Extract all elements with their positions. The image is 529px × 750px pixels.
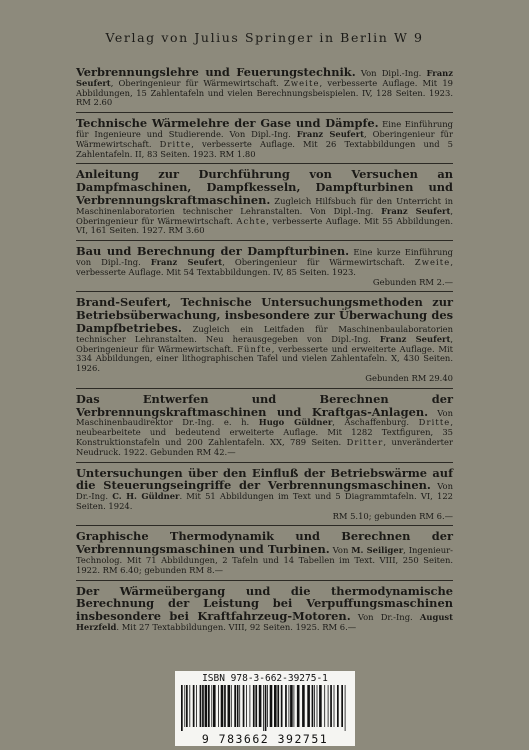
catalog-entry [76, 245, 453, 292]
catalog-entry [76, 296, 453, 388]
entry-title: Verbrennungslehre und Feuerungstechnik. [76, 65, 356, 79]
entry-author: Franz Seufert [381, 205, 451, 216]
entry-text: Von Dr.-Ing. [357, 612, 420, 623]
entry-title: Brand-Seufert, Technische Untersuchungsmethoden zur Betriebsüberwachung, insbesondere zur Überwachung des Dampfbetriebes. [76, 295, 453, 335]
entry-author: August Herzfeld [76, 612, 453, 633]
entry-text: , verbesserte Auflage. Mit 19 Abbildungen, 15 Zahlentafeln und vielen Berechnungsbeispielen. IV, 128 Seiten. 1923. RM 2.60 [76, 77, 453, 108]
entry-text: , Oberingenieur für Wärmewirtschaft. [76, 333, 453, 354]
entry-text: Zugleich Hilfsbuch für den Unterricht in Maschinenlaboratorien technischer Lehranstalten. Von Dipl.-Ing. [76, 195, 453, 216]
entry-title: Das Entwerfen und Berechnen der Verbrennungskraftmaschinen und Kraftgas-Anlagen. [76, 391, 453, 419]
entry-title: Der Wärmeübergang und die thermodynamische Berechnung der Leistung bei Verpuffungsmaschinen insbesondere bei Kraftfahrzeug-Motoren. [76, 583, 453, 624]
entry-text: , verbesserte und erweiterte Auflage. Mit 334 Abbildungen, einer lithographischen Tafel und vielen Zahlentafeln. X, 430 Seiten. 1926. [76, 343, 453, 374]
entry-author: M. Seiliger [351, 545, 404, 556]
catalog-entry [76, 66, 453, 113]
entry-price: RM 5.10; gebunden RM 6.— [332, 510, 453, 521]
catalog-list [76, 66, 453, 641]
entry-text: Eine kurze Einführung von Dipl.-Ing. [76, 247, 453, 267]
entry-text: . Mit 51 Abbildungen im Text und 5 Diagrammtafeln. VI, 122 Seiten. 1924. [76, 491, 453, 511]
catalog-entry [76, 467, 453, 527]
entry-edition: Zweite [283, 77, 320, 88]
entry-text: Von Dipl.-Ing. [360, 68, 427, 78]
entry-text: , Ingenieur-Technolog. Mit 71 Abbildungen, 2 Tafeln und 14 Tabellen im Text. VIII, 250 Seiten. 1922. RM 6.40; gebunden RM 8.— [76, 545, 453, 575]
entry-text: Von [332, 545, 352, 556]
entry-text: , Oberingenieur für Wärmewirtschaft. [222, 256, 415, 267]
entry-author: Franz Seufert [76, 68, 453, 88]
entry-text: , neubearbeitete und bedeutend erweiterte Auflage. Mit 1282 Textfiguren, 35 Konstruktionstafeln und 200 Zahlentafeln. XX, 789 Seiten. [76, 417, 454, 447]
entry-title: Technische Wärmelehre der Gase und Dämpfe. [76, 116, 379, 131]
catalog-entry [76, 168, 453, 241]
entry-edition: Zweite [414, 256, 451, 267]
entry-title: Graphische Thermodynamik und Berechnen der Verbrennungsmaschinen und Turbinen. [76, 529, 453, 557]
entry-text: , unveränderter Neudruck. 1922. Gebunden RM 42.— [76, 436, 453, 457]
entry-author: Franz Seufert [150, 256, 223, 267]
entry-title: Anleitung zur Durchführung von Versuchen an Dampfmaschinen, Dampfkesseln, Dampfturbinen und Verbrennungskraftmaschinen. [76, 167, 453, 207]
entry-text: Eine Einführung für Ingenieure und Studierende. Von Dipl.-Ing. [76, 119, 453, 139]
entry-author: Franz Seufert [379, 333, 451, 344]
entry-author: Franz Seufert [296, 128, 365, 139]
isbn-barcode-label [175, 671, 355, 746]
entry-author: Hugo Güldner [258, 417, 333, 428]
entry-text: Zugleich ein Leitfaden für Maschinenbaulaboratorien technischer Lehranstalten. Neu herausgegeben von Dipl.-Ing. [76, 323, 453, 344]
entry-text: . Mit 27 Textabbildungen. VIII, 92 Seiten. 1925. RM 6.— [116, 622, 357, 633]
entry-text: , verbesserte Auflage. Mit 26 Textabbildungen und 5 Zahlentafeln. II, 83 Seiten. 1923. RM 1.80 [76, 138, 454, 159]
entry-text: , Aschaffenburg. [332, 417, 419, 428]
publisher-heading: Verlag von Julius Springer in Berlin W 9 [105, 30, 424, 45]
entry-title: Bau und Berechnung der Dampfturbinen. [76, 244, 350, 259]
entry-text: Von Maschinenbaudirektor Dr.-Ing. e. h. [76, 407, 453, 428]
entry-edition: Dritte [418, 417, 451, 428]
entry-edition: Dritter [346, 436, 384, 447]
entry-text: , Oberingenieur für Wärmewirtschaft. [76, 205, 453, 226]
entry-title: Untersuchungen über den Einfluß der Betriebswärme auf die Steuerungseingriffe der Verbrennungsmaschinen. [76, 465, 453, 493]
entry-text: , verbesserte Auflage. Mit 54 Textabbildungen. IV, 85 Seiten. 1923. [76, 256, 453, 277]
entry-edition: Achte [236, 215, 267, 226]
barcode-image [179, 685, 351, 731]
entry-edition: Fünfte [237, 343, 272, 354]
catalog-entry [76, 585, 453, 637]
isbn-text: ISBN 978-3-662-39275-1 [202, 673, 328, 684]
catalog-entry [76, 530, 453, 580]
catalog-entry [76, 393, 453, 463]
entry-price: Gebunden RM 29.40 [365, 372, 453, 383]
entry-text: , verbesserte Auflage. Mit 55 Abbildungen. VI, 161 Seiten. 1927. RM 3.60 [76, 215, 453, 236]
entry-author: C. H. Güldner [112, 491, 180, 502]
entry-text: , Oberingenieur für Wärmewirtschaft. [76, 128, 453, 149]
ean-number: 9 783662 392751 [201, 732, 329, 746]
entry-text: Von Dr.-Ing. [76, 481, 453, 502]
catalog-entry [76, 117, 453, 164]
entry-price: Gebunden RM 2.— [372, 276, 453, 287]
entry-edition: Dritte [159, 138, 192, 149]
entry-text: , Oberingenieur für Wärmewirtschaft. [110, 77, 284, 88]
